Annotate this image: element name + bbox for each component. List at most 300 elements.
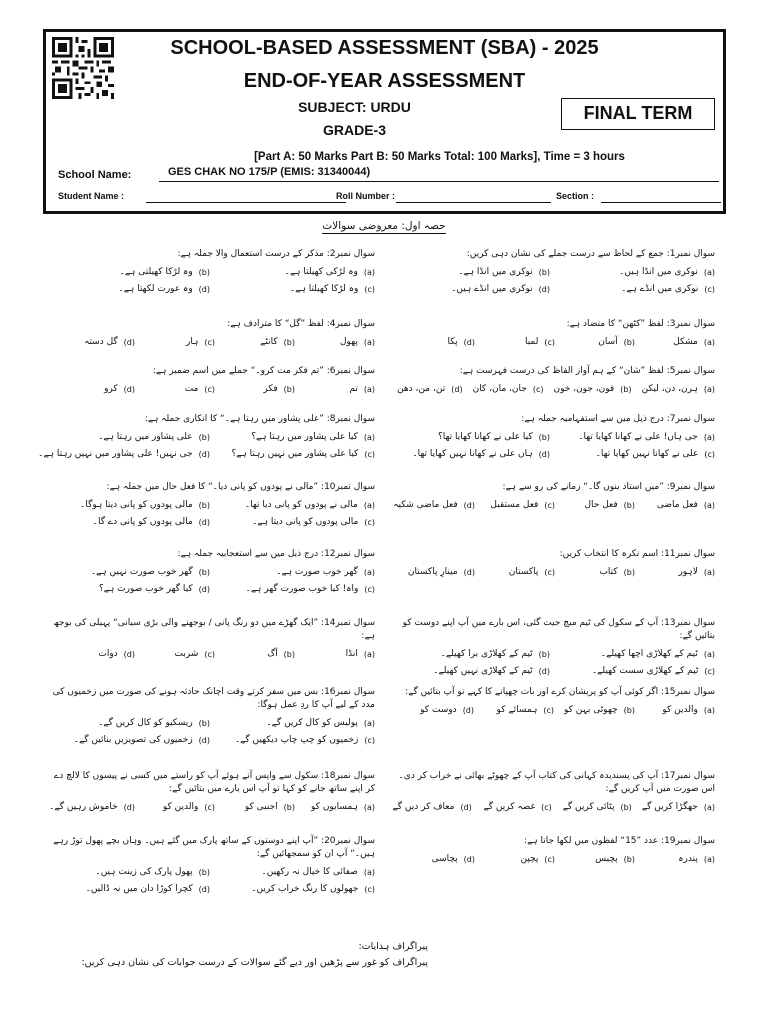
question-15 [385,686,715,719]
option-text: کیا علی پشاور میں رہتا ہے؟ [251,432,358,442]
option-text: زخمیوں کو چپ چاپ دیکھیں گے۔ [234,735,359,745]
option-c[interactable] [220,516,375,529]
option-text: فعل ماضی شکیہ [393,500,458,510]
options-row [38,446,375,463]
option-d[interactable] [392,801,471,814]
option-letter: (b) [538,268,550,277]
school-name-underline [159,181,719,182]
option-d[interactable] [395,448,550,461]
question-10 [45,481,375,531]
option-letter: (b) [620,385,632,394]
option-text: کچرا کوڑا دان میں نہ ڈالیں۔ [85,884,193,894]
option-text: علی پشاور میں رہتا ہے۔ [98,432,193,442]
option-text: کرو [104,384,118,394]
option-text: پکا [447,337,458,347]
option-letter: (c) [543,706,555,715]
option-letter: (d) [463,855,475,864]
option-letter: (c) [541,803,552,812]
option-text: جی ہاں! علی نے کھانا کھایا تھا۔ [578,432,698,442]
option-a[interactable] [220,717,375,730]
option-b[interactable] [55,499,210,512]
option-letter: (a) [363,568,375,577]
paragraph-heading: پیراگراف ہدایات: [358,941,428,952]
question-6 [45,365,375,398]
section-title: حصہ اول: معروضی سوالات [322,220,446,232]
option-letter: (a) [703,650,715,659]
option-letter: (b) [198,719,210,728]
student-name-label: Student Name : [58,191,125,201]
option-letter: (a) [363,719,375,728]
question-text: سوال نمبر11: اسم نکرہ کا انتخاب کریں: [559,549,715,559]
option-text: خاموش رہیں گے۔ [49,802,118,812]
question-text: سوال نمبر6: ”تم فکر مت کرو۔“ جملے میں اسم ضمیر ہے: [152,366,375,376]
option-text: ٹیم کے کھلاڑی سست کھیلے۔ [591,666,699,676]
student-name-field[interactable] [146,202,346,203]
option-c[interactable] [220,883,375,896]
option-letter: (b) [198,433,210,442]
option-b[interactable] [225,801,295,814]
option-text: کانٹے [260,337,278,347]
question-8 [38,413,375,463]
option-text: پاکستان [508,567,539,577]
option-text: آگ [267,649,278,659]
option-letter: (a) [703,803,715,812]
option-b[interactable] [565,853,635,866]
option-b[interactable] [395,431,550,444]
options-row [385,646,715,663]
option-text: مالی پودوں کو پانی دے گا۔ [92,517,193,527]
option-text: پچپن [520,854,539,864]
option-d[interactable] [393,383,463,396]
final-term-badge: FINAL TERM [561,98,715,130]
option-text: پندرہ [678,854,698,864]
option-text: نوکری میں انڈا ہے۔ [458,267,533,277]
option-letter: (c) [704,285,715,294]
question-text: سوال نمبر18: سکول سے واپس آتے ہوئے آپ کو راستے میں کسی نے پیسوں کا لالچ دے کر اپنے ساتھ جانے کو کہا تو آپ اس بارے میں بتائیں گے: [54,771,375,794]
question-text: سوال نمبر4: لفظ ”گل“ کا مترادف ہے: [227,319,375,329]
option-c[interactable] [485,499,555,512]
option-letter: (b) [620,803,632,812]
option-b[interactable] [55,431,210,444]
option-text: نوکری میں انڈے ہیں۔ [451,284,533,294]
question-1 [385,248,715,298]
option-text: مشکل [673,337,698,347]
option-letter: (c) [364,518,375,527]
question-19 [385,835,715,868]
options-row [385,334,715,351]
question-20 [45,835,375,898]
options-row [385,564,715,581]
question-text: سوال نمبر15: اگر کوئی آپ کو پریشان کرے اور بات چھپانے کا کہے تو آپ بتائیں گے: [405,687,715,697]
options-row [45,334,375,351]
option-c[interactable] [220,448,375,461]
option-letter: (b) [283,338,295,347]
option-letter: (d) [123,385,135,394]
option-d[interactable] [395,665,550,678]
option-letter: (d) [538,285,550,294]
question-12 [45,548,375,598]
options-row [45,281,375,298]
roll-number-label: Roll Number : [336,191,396,201]
option-b[interactable] [225,336,295,349]
options-row [45,799,375,816]
question-text: سوال نمبر17: آپ کی پسندیدہ کہانی کی کتاب آپ کے چھوٹے بھائی نے خراب کر دی۔ اس صورت میں آپ کریں گے: [398,771,715,794]
option-d[interactable] [55,583,210,596]
option-letter: (d) [123,650,135,659]
option-text: نوکری میں انڈے ہے۔ [621,284,699,294]
option-letter: (c) [544,855,555,864]
option-b[interactable] [225,383,295,396]
option-c[interactable] [220,734,375,747]
option-text: مالی پودوں کو پانی دیتا ہے۔ [252,517,359,527]
option-text: پولیس کو کال کریں گے۔ [266,718,358,728]
option-text: کیا علی پشاور میں نہیں رہتا ہے؟ [231,449,359,459]
option-text: مت [184,384,199,394]
option-letter: (d) [460,803,472,812]
option-b[interactable] [55,266,210,279]
question-text: سوال نمبر1: جمع کے لحاظ سے درست جملے کی نشان دہی کریں: [466,249,715,259]
option-text: آسان [598,337,618,347]
options-row [45,429,375,446]
option-text: مینارِ پاکستان [407,567,458,577]
option-text: فعل حال [584,500,618,510]
roll-number-field[interactable] [396,202,551,203]
option-c[interactable] [145,648,215,661]
option-c[interactable] [473,383,544,396]
question-11 [385,548,715,581]
question-text: سوال نمبر19: عدد ”15“ لفظوں میں لکھا جاتا ہے: [524,836,715,846]
option-text: فعل مستقبل [490,500,539,510]
option-letter: (d) [538,667,550,676]
option-a[interactable] [645,336,715,349]
option-a[interactable] [220,866,375,879]
option-letter: (b) [283,803,295,812]
option-letter: (a) [703,433,715,442]
option-d[interactable] [55,516,210,529]
question-13 [385,617,715,680]
option-letter: (d) [451,385,463,394]
option-text: صفائی کا خیال نہ رکھیں۔ [261,867,358,877]
option-letter: (c) [204,650,215,659]
option-text: کیا گھر خوب صورت ہے؟ [98,584,193,594]
question-text: سوال نمبر5: لفظ ”شان“ کے ہم آواز الفاظ کی درست فہرست ہے: [459,366,715,376]
option-letter: (d) [538,450,550,459]
option-letter: (a) [703,855,715,864]
option-text: ٹیم کے کھلاڑی اچھا کھیلے۔ [600,649,698,659]
option-b[interactable] [562,801,632,814]
option-d[interactable] [38,448,210,461]
option-c[interactable] [485,566,555,579]
option-b[interactable] [395,648,550,661]
paragraph-instruction-text: پیراگراف کو غور سے پڑھیں اور دیے گئے سوالات کے درست جوابات کی نشان دہی کریں: [81,957,428,968]
option-text: جھگڑا کریں گے [641,802,698,812]
option-letter: (c) [704,450,715,459]
question-text: سوال نمبر16: بس میں سفر کرتے وقت اچانک حادثہ ہونے کی صورت میں زخمیوں کی مدد کے لیے آپ کا ردِ عمل ہوگا: [52,687,375,710]
option-letter: (c) [544,501,555,510]
question-text: سوال نمبر2: مذکر کے درست استعمال والا جملہ ہے: [177,249,375,259]
option-b[interactable] [565,566,635,579]
assessment-title: SCHOOL-BASED ASSESSMENT (SBA) - 2025 [170,37,599,59]
options-row [45,581,375,598]
option-d[interactable] [393,499,475,512]
options-row [45,881,375,898]
option-a[interactable] [220,431,375,444]
option-text: گل دستہ [84,337,118,347]
option-letter: (b) [623,706,635,715]
option-c[interactable] [560,665,715,678]
option-text: گھر خوب صورت ہے۔ [276,567,358,577]
options-row [45,864,375,881]
option-letter: (d) [123,338,135,347]
option-b[interactable] [55,717,210,730]
question-9 [385,481,715,514]
option-a[interactable] [645,853,715,866]
option-d[interactable] [65,336,135,349]
question-3 [385,318,715,351]
option-text: ریسکیو کو کال کریں گے۔ [98,718,193,728]
option-letter: (b) [623,501,635,510]
option-text: دوات [98,649,118,659]
option-d[interactable] [405,566,475,579]
option-letter: (a) [703,568,715,577]
option-b[interactable] [395,266,550,279]
option-letter: (d) [198,885,210,894]
option-letter: (d) [198,736,210,745]
option-a[interactable] [642,801,715,814]
option-d[interactable] [65,648,135,661]
option-letter: (a) [363,268,375,277]
option-text: غصہ کریں گے [483,802,536,812]
option-d[interactable] [404,704,474,717]
option-a[interactable] [645,566,715,579]
option-text: اجنبی کو [244,802,278,812]
options-row [45,264,375,281]
option-d[interactable] [55,283,210,296]
option-text: فون، جون، خون [553,384,615,394]
marks-info: [Part A: 50 Marks Part B: 50 Marks Total: 100 Marks], Time = 3 hours [254,151,625,163]
option-text: ٹیم کے کھلاڑی برا کھیلے۔ [440,649,533,659]
option-text: مالی نے پودوں کو پانی دیا تھا۔ [244,500,358,510]
option-text: چھوٹی بہن کو [564,705,618,715]
option-b[interactable] [55,866,210,879]
header-box [43,29,726,214]
option-b[interactable] [565,499,635,512]
option-text: شربت [174,649,199,659]
option-letter: (b) [198,568,210,577]
option-a[interactable] [560,648,715,661]
question-text: سوال نمبر12: درج ذیل میں سے استعجابیہ جملہ ہے: [177,549,375,559]
option-a[interactable] [645,704,715,717]
option-c[interactable] [560,448,715,461]
option-b[interactable] [564,704,635,717]
option-c[interactable] [560,283,715,296]
question-4 [45,318,375,351]
option-d[interactable] [55,883,210,896]
options-row [385,446,715,463]
question-text: سوال نمبر9: ”میں استاد بنوں گا۔“ زمانے کی رو سے ہے: [502,482,715,492]
options-row [385,799,715,816]
option-c[interactable] [482,801,552,814]
option-text: فکر [263,384,278,394]
option-text: جھولوں کا رنگ خراب کریں۔ [251,884,359,894]
option-c[interactable] [485,853,555,866]
question-text: سوال نمبر13: آپ کے سکول کی ٹیم میچ جیت گئی، اس بارے میں آپ اپنے دوست کو بتائیں گے: [402,618,715,641]
option-text: کتاب [599,567,618,577]
options-row [385,381,715,398]
option-d[interactable] [55,734,210,747]
option-text: کیا علی نے کھانا کھایا تھا؟ [437,432,533,442]
paragraph-instructions [8,939,428,971]
option-letter: (b) [538,433,550,442]
option-text: لاہور [678,567,698,577]
option-letter: (b) [623,568,635,577]
options-row [45,732,375,749]
option-text: جان، مان، کان [472,384,527,394]
option-text: تن، من، دھن [397,384,446,394]
question-2 [45,248,375,298]
option-letter: (d) [198,585,210,594]
option-letter: (b) [198,868,210,877]
option-c[interactable] [145,383,215,396]
question-text: سوال نمبر8: ”علی پشاور میں رہتا ہے۔“ کا انکاری جملہ ہے: [144,414,375,424]
option-text: وہ لڑکا کھیلتا ہے۔ [290,284,359,294]
options-row [385,663,715,680]
option-a[interactable] [220,566,375,579]
option-letter: (d) [463,568,475,577]
option-text: انڈا [345,649,358,659]
option-c[interactable] [484,704,554,717]
question-text: سوال نمبر14: ”ایک گھڑے میں دو رنگ پانی / بوجھنے والی بڑی سیانی“ پہیلی کی بوجھ ہے: [53,618,375,641]
option-text: ہاں علی نے کھانا نہیں کھایا تھا۔ [412,449,533,459]
option-letter: (c) [204,385,215,394]
question-text: سوال نمبر20: ”آپ اپنے دوستوں کے ساتھ پارک میں گئے ہیں۔ وہاں بچے پھول توڑ رہے ہیں۔“ آپ ان کو سمجھائیں گے: [53,836,375,859]
option-letter: (b) [198,268,210,277]
option-b[interactable] [553,383,631,396]
option-text: پھول پارک کی زینت ہیں۔ [95,867,193,877]
option-b[interactable] [225,648,295,661]
option-b[interactable] [565,336,635,349]
option-text: ہمسایوں کو [311,802,358,812]
question-text: سوال نمبر7: درج ذیل میں سے استفہامیہ جملہ ہے: [521,414,715,424]
option-text: واہ! کیا خوب صورت گھر ہے۔ [245,584,359,594]
option-d[interactable] [405,336,475,349]
option-letter: (b) [283,650,295,659]
option-letter: (c) [704,667,715,676]
option-text: زخمیوں کی تصویریں بنائیں گے۔ [73,735,193,745]
option-letter: (a) [363,650,375,659]
option-letter: (c) [204,803,215,812]
option-letter: (c) [204,338,215,347]
option-letter: (d) [463,501,475,510]
option-letter: (a) [363,433,375,442]
question-16 [45,686,375,749]
option-a[interactable] [305,383,375,396]
option-letter: (d) [198,285,210,294]
option-text: لمبا [524,337,539,347]
subject-label: SUBJECT: URDU [298,99,411,115]
option-c[interactable] [220,583,375,596]
options-row [385,264,715,281]
option-text: پچیس [595,854,618,864]
question-text: سوال نمبر10: ”مالی نے پودوں کو پانی دیا۔“ کا فعل حال میں جملہ ہے: [106,482,375,492]
option-text: ہار [185,337,199,347]
option-a[interactable] [305,336,375,349]
option-text: والدین کو [662,705,698,715]
section-field[interactable] [601,202,721,203]
option-c[interactable] [145,801,215,814]
options-row [45,646,375,663]
option-a[interactable] [220,266,375,279]
option-a[interactable] [220,499,375,512]
school-name-value: GES CHAK NO 175/P (EMIS: 31340044) [168,166,371,178]
option-text: علی نے کھانا نہیں کھایا تھا۔ [595,449,699,459]
option-d[interactable] [65,383,135,396]
options-row [385,702,715,719]
question-5 [385,365,715,398]
option-letter: (d) [198,518,210,527]
option-c[interactable] [145,336,215,349]
option-letter: (d) [462,706,475,715]
option-text: جی نہیں! علی پشاور میں نہیں رہتا ہے۔ [38,449,193,459]
question-text: سوال نمبر3: لفظ ”کٹھن“ کا متضاد ہے: [566,319,715,329]
option-text: پچاسی [431,854,458,864]
options-row [385,429,715,446]
option-letter: (a) [703,338,715,347]
option-d[interactable] [49,801,135,814]
option-letter: (d) [123,803,135,812]
options-row [385,497,715,514]
option-d[interactable] [395,283,550,296]
option-letter: (b) [538,650,550,659]
option-letter: (a) [363,338,375,347]
option-text: ٹیم کے کھلاڑی نہیں کھیلے۔ [433,666,533,676]
option-letter: (c) [364,285,375,294]
option-a[interactable] [560,266,715,279]
options-row [45,564,375,581]
question-18 [45,770,375,816]
option-text: فعل ماضی [656,500,698,510]
option-text: والدین کو [162,802,199,812]
option-text: وہ لڑکی کھیلتا ہے۔ [284,267,358,277]
grade-label: GRADE-3 [322,122,386,138]
option-a[interactable] [645,499,715,512]
option-c[interactable] [485,336,555,349]
option-a[interactable] [305,648,375,661]
option-text: نوکری میں انڈا ہیں۔ [619,267,698,277]
options-row [385,281,715,298]
option-letter: (d) [463,338,475,347]
option-a[interactable] [305,801,375,814]
assessment-subtitle: END-OF-YEAR ASSESSMENT [243,70,526,92]
option-b[interactable] [55,566,210,579]
option-a[interactable] [642,383,715,396]
question-17 [385,770,715,816]
options-row [45,497,375,514]
option-letter: (c) [532,385,544,394]
option-letter: (a) [363,803,375,812]
option-letter: (c) [364,736,375,745]
option-text: مالی پودوں کو پانی دیتا ہوگا۔ [80,500,193,510]
option-letter: (a) [703,501,715,510]
option-text: پٹائی کریں گے [562,802,615,812]
option-letter: (c) [364,450,375,459]
option-letter: (a) [703,385,715,394]
option-letter: (b) [623,338,635,347]
option-text: تم [349,384,358,394]
option-d[interactable] [405,853,475,866]
option-a[interactable] [560,431,715,444]
option-c[interactable] [220,283,375,296]
